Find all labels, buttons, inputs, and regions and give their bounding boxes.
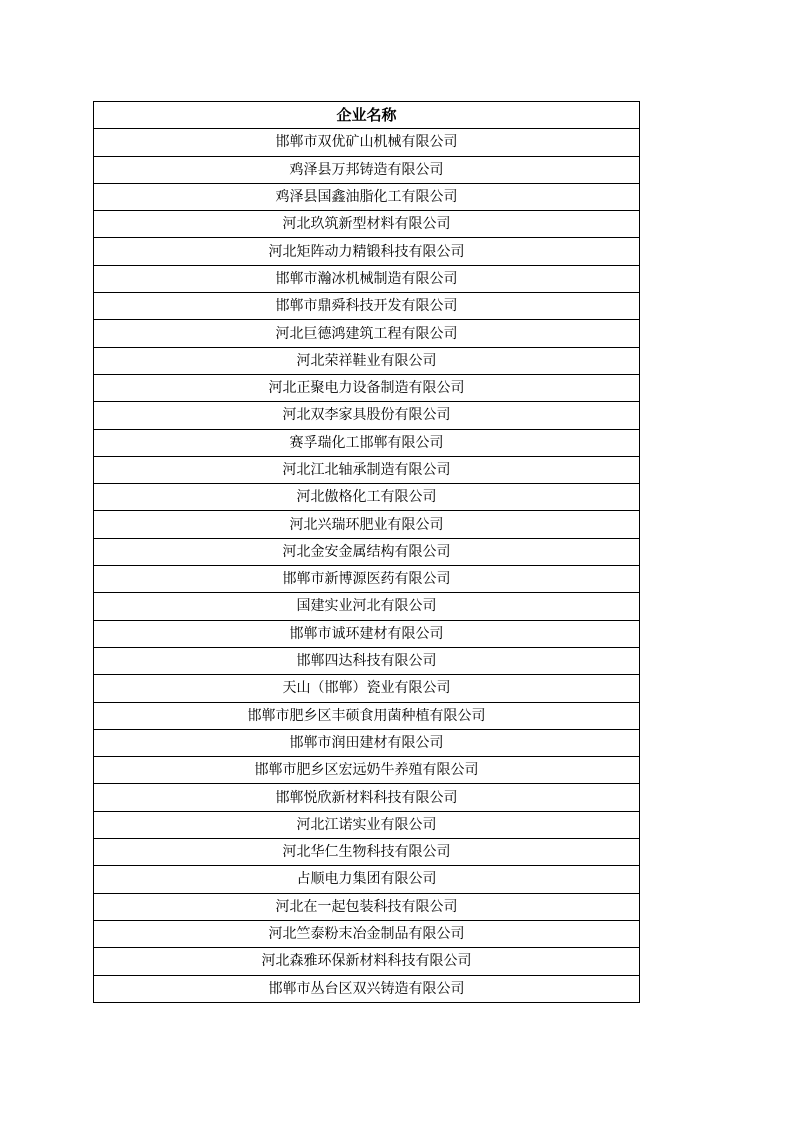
company-name-cell: 邯郸市新博源医药有限公司 bbox=[94, 566, 640, 593]
table-row bbox=[94, 920, 640, 947]
table-row bbox=[94, 347, 640, 374]
table-row bbox=[94, 702, 640, 729]
table-row bbox=[94, 265, 640, 292]
table-row bbox=[94, 511, 640, 538]
table-header bbox=[94, 102, 640, 129]
company-name-cell: 河北矩阵动力精锻科技有限公司 bbox=[94, 238, 640, 265]
table-row bbox=[94, 238, 640, 265]
column-header-company-name: 企业名称 bbox=[94, 102, 640, 129]
company-name-cell: 邯郸四达科技有限公司 bbox=[94, 647, 640, 674]
company-name-cell: 鸡泽县国鑫油脂化工有限公司 bbox=[94, 183, 640, 210]
table-row bbox=[94, 729, 640, 756]
company-name-cell: 河北正聚电力设备制造有限公司 bbox=[94, 374, 640, 401]
table-row bbox=[94, 620, 640, 647]
company-name-cell: 河北傲格化工有限公司 bbox=[94, 484, 640, 511]
company-name-cell: 邯郸市肥乡区丰硕食用菌种植有限公司 bbox=[94, 702, 640, 729]
table-row bbox=[94, 211, 640, 238]
table-row bbox=[94, 293, 640, 320]
table-row bbox=[94, 893, 640, 920]
company-name-cell: 河北江北轴承制造有限公司 bbox=[94, 456, 640, 483]
company-name-cell: 河北兴瑞环肥业有限公司 bbox=[94, 511, 640, 538]
company-name-cell: 鸡泽县万邦铸造有限公司 bbox=[94, 156, 640, 183]
company-name-cell: 河北玖筑新型材料有限公司 bbox=[94, 211, 640, 238]
table-row bbox=[94, 156, 640, 183]
table-row bbox=[94, 183, 640, 210]
company-name-cell: 河北华仁生物科技有限公司 bbox=[94, 839, 640, 866]
company-name-cell: 天山（邯郸）瓷业有限公司 bbox=[94, 675, 640, 702]
company-name-cell: 邯郸市诚环建材有限公司 bbox=[94, 620, 640, 647]
table-row bbox=[94, 456, 640, 483]
company-name-cell: 邯郸市润田建材有限公司 bbox=[94, 729, 640, 756]
company-name-cell: 邯郸市瀚冰机械制造有限公司 bbox=[94, 265, 640, 292]
table-row bbox=[94, 374, 640, 401]
table-row bbox=[94, 975, 640, 1002]
table-row bbox=[94, 484, 640, 511]
table-row bbox=[94, 866, 640, 893]
company-list-table bbox=[93, 101, 640, 1003]
company-name-cell: 河北巨德鸿建筑工程有限公司 bbox=[94, 320, 640, 347]
table-row bbox=[94, 811, 640, 838]
company-name-cell: 河北荣祥鞋业有限公司 bbox=[94, 347, 640, 374]
company-name-cell: 邯郸市鼎舜科技开发有限公司 bbox=[94, 293, 640, 320]
table-row bbox=[94, 948, 640, 975]
table-row bbox=[94, 593, 640, 620]
company-name-cell: 河北双李家具股份有限公司 bbox=[94, 402, 640, 429]
table-row bbox=[94, 675, 640, 702]
table-row bbox=[94, 566, 640, 593]
table-row bbox=[94, 402, 640, 429]
company-name-cell: 河北在一起包装科技有限公司 bbox=[94, 893, 640, 920]
company-name-cell: 国建实业河北有限公司 bbox=[94, 593, 640, 620]
table-row bbox=[94, 647, 640, 674]
company-name-cell: 邯郸市丛台区双兴铸造有限公司 bbox=[94, 975, 640, 1002]
table-row bbox=[94, 757, 640, 784]
company-name-cell: 河北江诺实业有限公司 bbox=[94, 811, 640, 838]
header-row bbox=[94, 102, 640, 129]
company-name-cell: 邯郸悦欣新材料科技有限公司 bbox=[94, 784, 640, 811]
table-row bbox=[94, 429, 640, 456]
company-name-cell: 赛孚瑞化工邯郸有限公司 bbox=[94, 429, 640, 456]
table-row bbox=[94, 784, 640, 811]
table-row bbox=[94, 538, 640, 565]
table-row bbox=[94, 129, 640, 156]
table-row bbox=[94, 839, 640, 866]
company-name-cell: 河北金安金属结构有限公司 bbox=[94, 538, 640, 565]
company-name-cell: 邯郸市双优矿山机械有限公司 bbox=[94, 129, 640, 156]
company-name-cell: 河北森雅环保新材料科技有限公司 bbox=[94, 948, 640, 975]
company-name-cell: 邯郸市肥乡区宏远奶牛养殖有限公司 bbox=[94, 757, 640, 784]
company-name-cell: 河北竺泰粉末冶金制品有限公司 bbox=[94, 920, 640, 947]
table-body bbox=[94, 129, 640, 1003]
table-row bbox=[94, 320, 640, 347]
company-name-cell: 占顺电力集团有限公司 bbox=[94, 866, 640, 893]
